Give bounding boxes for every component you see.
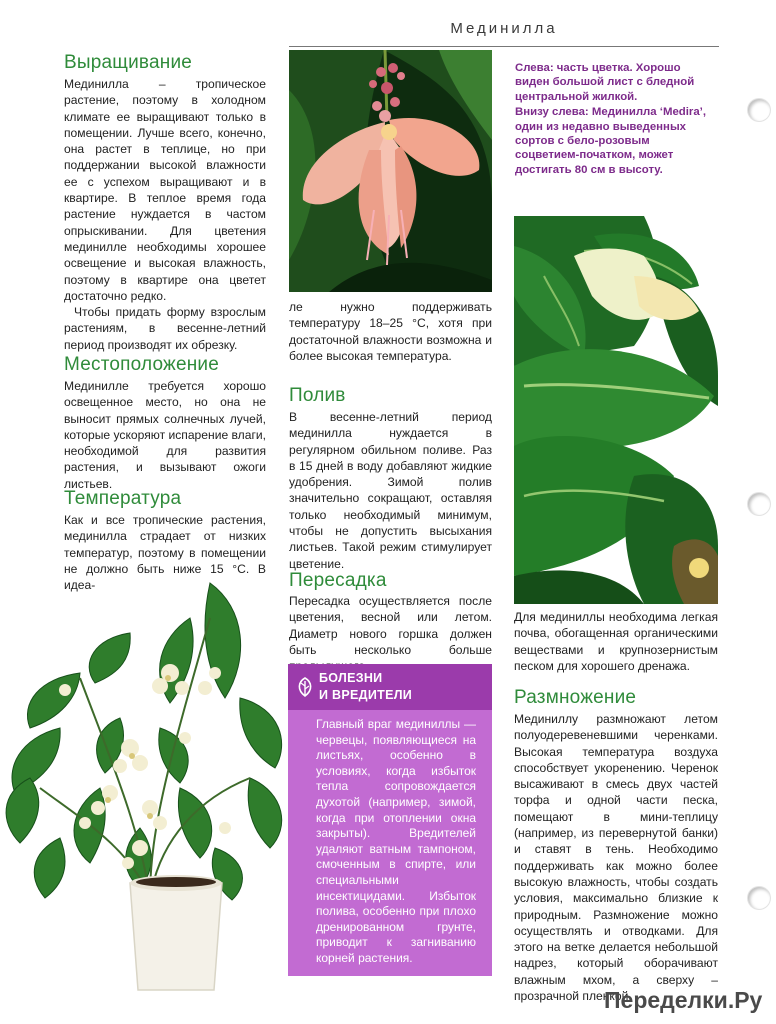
paragraph: Мединиллу размножают летом полуодеревеневшими черенками. Высокая температура воздуха способствует укоренению. Черенок высаживают в смесь двух частей торфа и одной части песка, помещают в мини-теплицу (например, из перевернутой банки) и ставят в тень. Необходимо поддерживать как можно более высокую влажность, чтобы создать условия, максимально близкие к природным. Размножение можно осуществлять и отводками. Для этого на ветке делается небольшой надрез, который оборачивают влажным мхом, а сверху – прозрачной пленкой. bbox=[514, 712, 718, 1004]
paragraph: ле нужно поддерживать температуру 18–25 °С, хотя при достаточной влажности возможна и более высокая температура. bbox=[289, 300, 492, 363]
text-location bbox=[64, 378, 266, 492]
binder-hole bbox=[748, 493, 770, 515]
leaf-icon bbox=[296, 677, 314, 697]
flower-closeup-photo bbox=[289, 50, 492, 292]
paragraph: Мединилла – тропическое растение, поэтому в холодном климате ее выращивают только в помещении. Лучше всего, конечно, она растет в теплице, но при поддержании высокой влажности ее с успехом выращивают и в квартире. В теплое время года растение нуждается в частом опрыскивании. Для цветения мединилле необходимы хорошее освещение и высокая влажность, поэтому в квартире она цветет достаточно редко. bbox=[64, 77, 266, 303]
heading-watering: Полив bbox=[289, 385, 346, 406]
leaves-photo bbox=[514, 216, 718, 604]
paragraph: Как и все тропические растения, мединилла страдает от низких температур, поэтому в помещении не должно быть ниже 15 °С. В идеа- bbox=[64, 513, 266, 593]
soil-caption: Для мединиллы необходима легкая почва, обогащенная органическими веществами и крупнозернистым песком для хорошего дренажа. bbox=[514, 610, 718, 673]
heading-temperature: Температура bbox=[64, 488, 182, 509]
text-repotting bbox=[289, 593, 492, 674]
heading-growing: Выращивание bbox=[64, 52, 193, 73]
paragraph: Мединилле требуется хорошо освещенное место, но она не выносит прямых солнечных лучей, которые ускоряют испарение влаги, необходимой для развития растения, и вызывают ожоги листьев. bbox=[64, 379, 266, 491]
paragraph: Чтобы придать форму взрослым растениям, в весенне-летний период производят их обрезку. bbox=[64, 305, 266, 352]
pests-box bbox=[288, 664, 492, 976]
paragraph: В весенне-летний период мединилла нуждается в регулярном обильном поливе. Раз в 15 дней в воду добавляют жидкие удобрения. Зимой полив значительно сокращают, оставляя только необходимый минимум, чтобы не допустить высыхания листьев. Такой режим стимулирует цветение. bbox=[289, 410, 492, 571]
paragraph: Пересадка осуществляется после цветения, весной или летом. Диаметр нового горшка должен быть несколько больше bbox=[289, 594, 492, 657]
site-watermark: Переделки.Ру bbox=[604, 987, 763, 1013]
binder-hole bbox=[748, 99, 770, 121]
caption-bottom-left: Внизу слева: Мединилла ‘Medira’, один из недавно выведенных сортов с бело-розовым соцветием-початком, может достигать 80 см в высоту. bbox=[515, 106, 707, 176]
binder-hole bbox=[748, 887, 770, 909]
photo-caption bbox=[515, 61, 715, 177]
caption-left: Слева: часть цветка. Хорошо виден большой лист с бледной центральной жилкой. bbox=[515, 62, 695, 103]
heading-location: Местоположение bbox=[64, 354, 220, 375]
pests-box-title-line1: БОЛЕЗНИ bbox=[319, 671, 383, 685]
pests-box-title-line2: И ВРЕДИТЕЛИ bbox=[319, 688, 413, 702]
text-watering bbox=[289, 409, 492, 572]
pests-box-title bbox=[319, 670, 469, 704]
potted-plant-photo bbox=[0, 578, 290, 998]
header-rule bbox=[289, 46, 719, 47]
text-temperature-continued bbox=[289, 299, 492, 364]
pests-box-text: Главный враг мединиллы — червецы, появляющиеся на листьях, особенно в условиях, когда избыток тепла сопровождается духотой (например, зимой, когда при отоплении окна закрыты). Вредителей удаляют ватным тампоном, смоченным в спирте, или специальными инсектицидами. Избыток полива, особенно при плохо дренированном грунте, приводит к загниванию корней растения. bbox=[316, 717, 476, 965]
running-head: Мединилла bbox=[450, 20, 558, 37]
heading-repotting: Пересадка bbox=[289, 570, 387, 591]
text-growing bbox=[64, 76, 266, 353]
heading-propagation: Размножение bbox=[514, 687, 637, 708]
text-propagation bbox=[514, 711, 718, 1004]
pests-box-header bbox=[288, 664, 492, 710]
